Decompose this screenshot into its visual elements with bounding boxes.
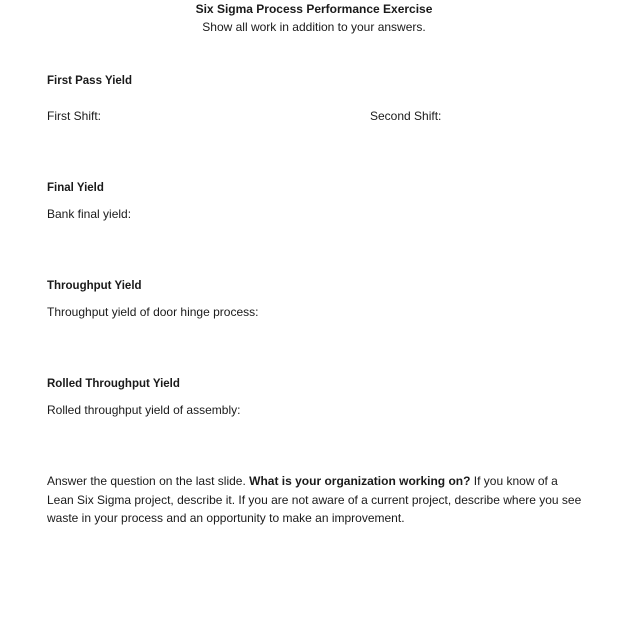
bank-final-yield-label: Bank final yield: (47, 207, 132, 221)
throughput-yield-heading: Throughput Yield (47, 280, 142, 292)
throughput-yield-label: Throughput yield of door hinge process: (47, 305, 259, 319)
first-pass-yield-heading: First Pass Yield (47, 75, 133, 87)
first-shift-label: First Shift: (47, 109, 102, 123)
question-intro: Answer the question on the last slide. (47, 474, 250, 488)
question-bold: What is your organization working on? (249, 474, 471, 488)
second-shift-label: Second Shift: (370, 109, 442, 123)
rolled-throughput-yield-heading: Rolled Throughput Yield (47, 378, 180, 390)
final-yield-heading: Final Yield (47, 182, 104, 194)
page-subtitle: Show all work in addition to your answers. (202, 20, 426, 34)
page-title: Six Sigma Process Performance Exercise (195, 2, 433, 16)
rolled-throughput-yield-label: Rolled throughput yield of assembly: (47, 403, 241, 417)
question-rest: If you know of a Lean Six Sigma project, describe it. If you are not aware of a current project, describe where you see waste in your process and an opportunity to make an improvement. (47, 474, 582, 525)
question-paragraph (47, 472, 587, 528)
